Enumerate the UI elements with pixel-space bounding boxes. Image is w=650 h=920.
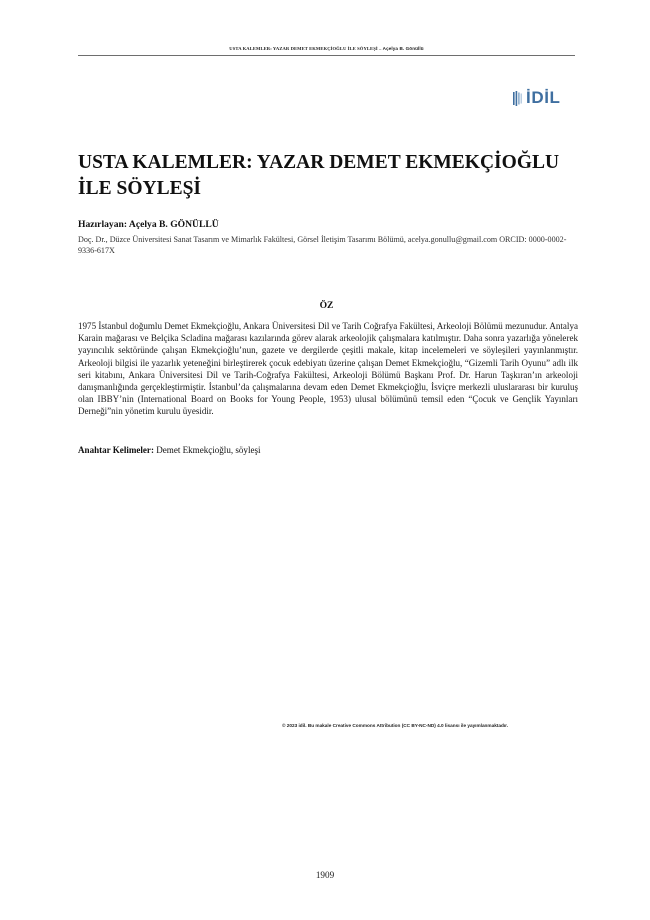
author-affiliation: Doç. Dr., Düzce Üniversitesi Sanat Tasarım ve Mimarlık Fakültesi, Görsel İletişim Tasarımı Bölümü, acelya.gonullu@gmail.com ORCID: 0000-0002-9336-617X	[78, 235, 567, 255]
keywords-value: Demet Ekmekçioğlu, söyleşi	[156, 445, 261, 455]
running-header-title: USTA KALEMLER: YAZAR DEMET EKMEKÇİOĞLU İLE SÖYLEŞİ	[229, 46, 378, 51]
page-number: 1909	[315, 870, 335, 880]
prepared-by-label: Hazırlayan:	[78, 219, 128, 230]
keywords-label: Anahtar Kelimeler:	[78, 445, 154, 455]
header-divider	[78, 55, 575, 56]
running-header	[78, 46, 575, 51]
keywords	[78, 445, 261, 455]
abstract-heading: ÖZ	[319, 300, 334, 311]
logo-text: İDİL	[526, 88, 561, 107]
license-notice: © 2023 idil. Bu makale Creative Commons Attribution (CC BY-NC-ND) 4.0 lisansı ile yayımlanmaktadır.	[282, 723, 508, 728]
abstract-body: 1975 İstanbul doğumlu Demet Ekmekçioğlu, Ankara Üniversitesi Dil ve Tarih Coğrafya Fakültesi, Arkeoloji Bölümü mezunudur. Antalya Karain mağarası ve Belçika Scladina mağarası kazılarında görev alarak arkeolojik çalışmalara katılmıştır. Daha sonra yazarlığa yönelerek yayıncılık sektöründe çalışan Ekmekçioğlu’nun, gazete ve dergilerde çeşitli makale, kitap incelemeleri ve söyleşileri yayınlanmıştır. Arkeoloji bilgisi ile yazarlık yeteneğini birleştirerek çocuk edebiyatı üzerine çalışan Demet Ekmekçioğlu, “Gizemli Tarih Oyunu” adlı ilk seri kitabını, Ankara Üniversitesi Dil ve Tarih-Coğrafya Fakültesi, Arkeoloji Bölümü Başkanı Prof. Dr. Harun Taşkıran’ın arkeoloji danışmanlığında gerçekleştirmiştir. İstanbul’da çalışmalarına devam eden Demet Ekmekçioğlu, İsviçre merkezli uluslararası bir kuruluş olan IBBY’nin (International Board on Books for Young People, 1953) ulusal bölümünü temsil eden “Çocuk ve Gençlik Yayınları Derneği”nin yönetim kurulu üyesidir.	[78, 321, 578, 417]
running-header-author: Açelya B. Gönüllü	[382, 46, 424, 51]
journal-logo	[513, 88, 561, 108]
book-icon	[513, 91, 524, 106]
running-header-separator: –	[377, 46, 383, 51]
prepared-by-name: Açelya B. GÖNÜLLÜ	[128, 219, 219, 230]
prepared-by	[78, 219, 219, 230]
article-title: USTA KALEMLER: YAZAR DEMET EKMEKÇİOĞLU İLE SÖYLEŞİ	[78, 152, 560, 199]
